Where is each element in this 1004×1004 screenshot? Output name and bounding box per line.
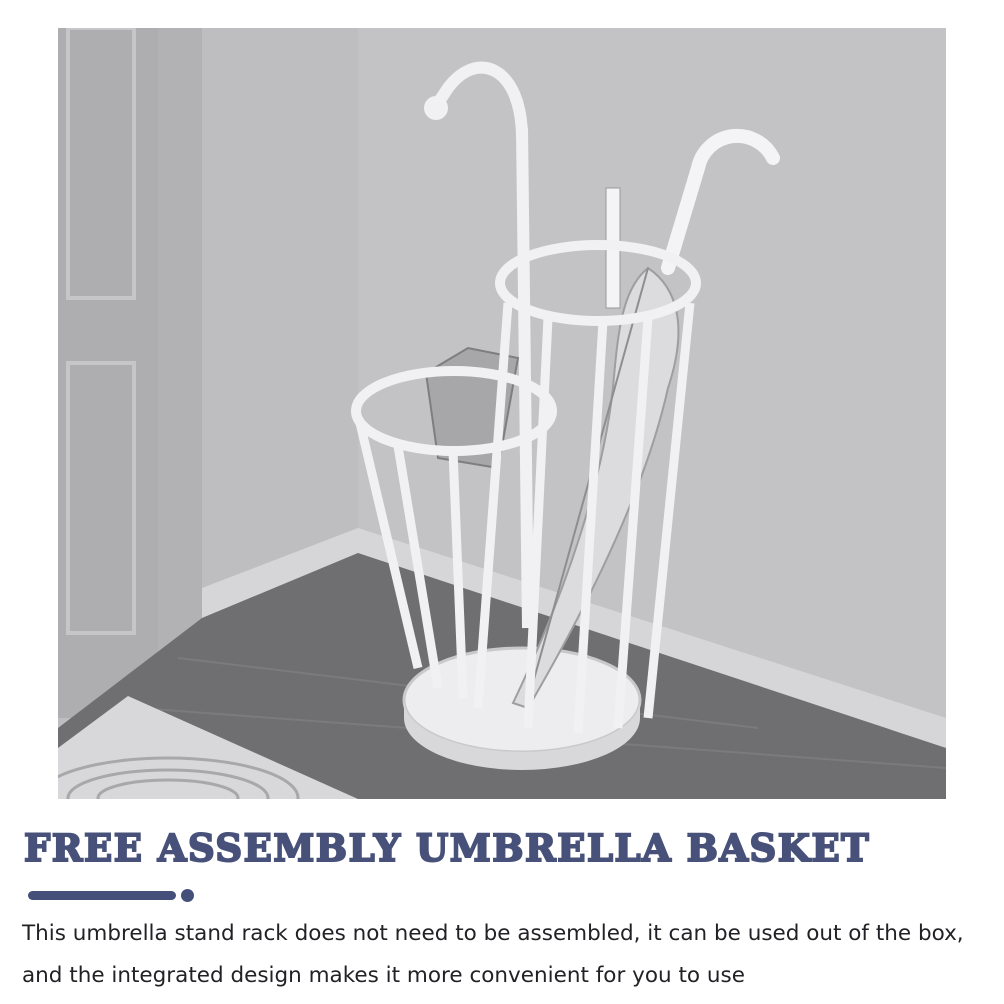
divider-dot	[181, 889, 194, 902]
product-photo	[58, 28, 946, 799]
description-line-1: This umbrella stand rack does not need to be assembled, it can be used out of the box,	[22, 921, 964, 946]
divider-line	[28, 891, 176, 900]
headline: FREE ASSEMBLY UMBRELLA BASKET	[24, 826, 871, 870]
description-line-2: and the integrated design makes it more convenient for you to use	[22, 963, 745, 988]
door	[58, 28, 158, 718]
door-frame	[156, 28, 202, 668]
